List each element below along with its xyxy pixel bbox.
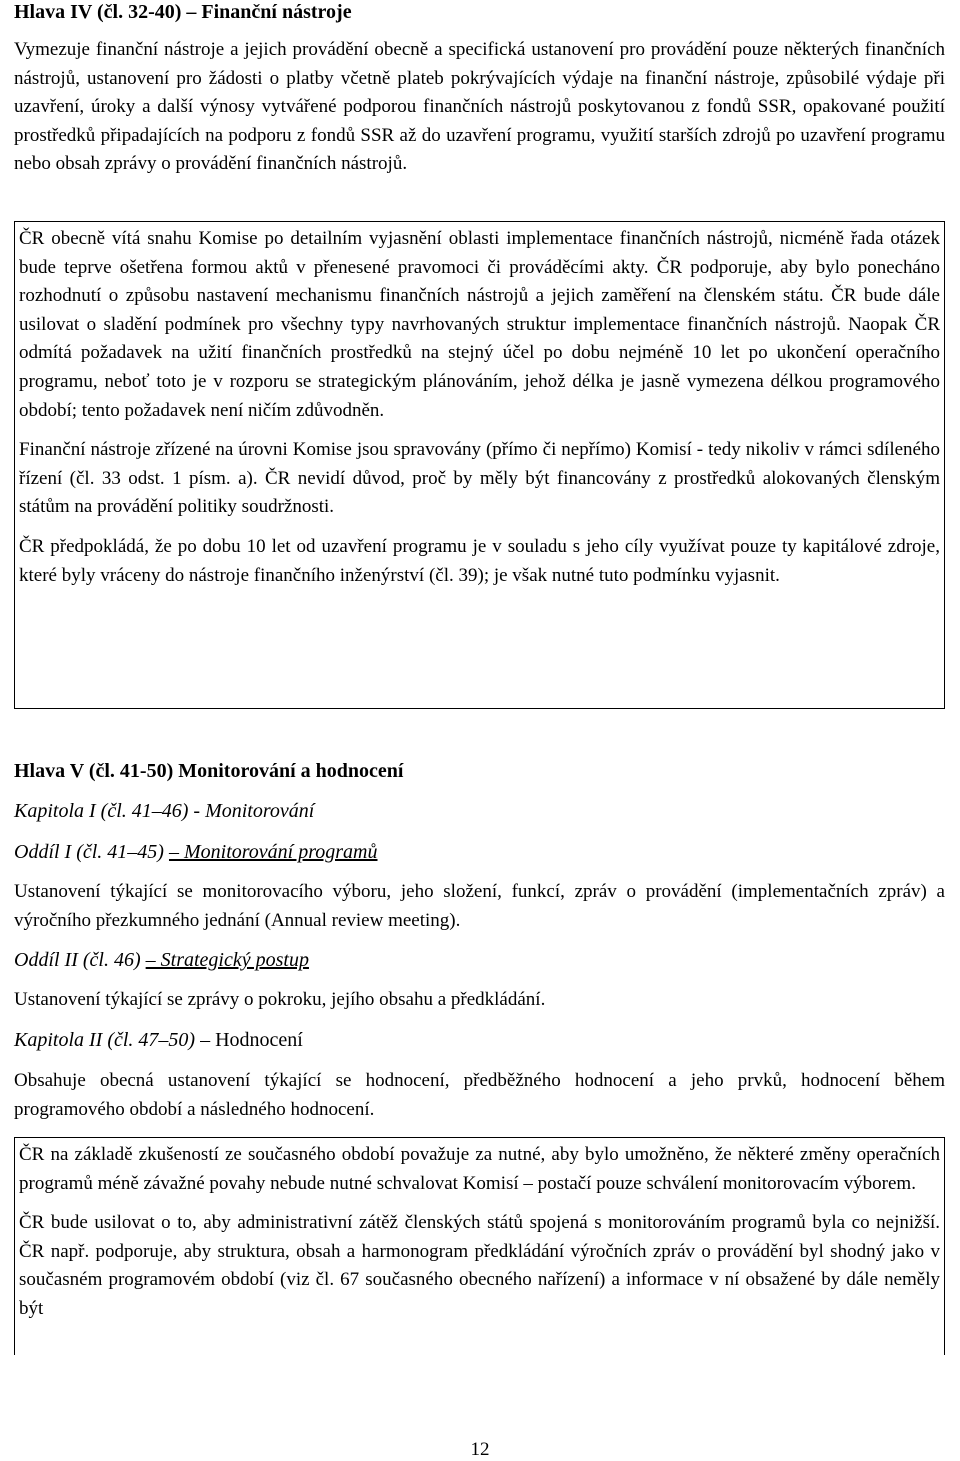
part-heading-title: – Monitorování programů (168, 841, 378, 863)
kapitola-ii-text (14, 1067, 945, 1124)
section-hlava-v (14, 759, 945, 783)
box-paragraph: Finanční nástroje zřízené na úrovni Komise jsou spravovány (přímo či nepřímo) Komisí - tedy nikoliv v rámci sdíleného řízení (čl. 33 odst. 1 písm. a). ČR nevidí důvod, proč by měly být financovány z prostředků alokovaných členským státům na provádění politiky soudržnosti. (19, 439, 940, 518)
part-heading-title: – Strategický postup (145, 949, 309, 971)
part-heading-prefix: Oddíl II (čl. 46) (14, 949, 146, 971)
body-paragraph: Obsahuje obecná ustanovení týkající se hodnocení, předběžného hodnocení a jeho prvků, hodnocení během programového období a následného hodnocení. (14, 1070, 945, 1120)
chapter-heading: Kapitola I (čl. 41–46) - Monitorování (14, 800, 315, 822)
oddil-ii-text (14, 986, 945, 1015)
comment-box-hlava-v (14, 1137, 945, 1355)
chapter-heading (14, 1028, 945, 1052)
body-paragraph: Ustanovení týkající se zprávy o pokroku, jejího obsahu a předkládání. (14, 989, 546, 1010)
box-paragraph: ČR na základě zkušeností ze současného období považuje za nutné, aby bylo umožněno, že některé změny operačních programů méně závažné povahy nebude nutné schvalovat Komisí – postačí pouze schválení monitorovacím výborem. (19, 1144, 940, 1194)
oddil-i-text (14, 878, 945, 935)
box-paragraph: ČR obecně vítá snahu Komise po detailním vyjasnění oblasti implementace finančních nástrojů, nicméně řada otázek bude teprve ošetřena formou aktů v přenesené pravomoci či prováděcími akty. ČR podporuje, aby bylo ponecháno rozhodnutí o způsobu nastavení mechanismu finančních nástrojů a jejich zaměření na členském státu. ČR bude dále usilovat o sladění podmínek pro všechny typy navrhovaných struktur implementace finančních nástrojů. Naopak ČR odmítá požadavek na užití finančních prostředků na stejný účel po dobu nejméně 10 let po ukončení operačního programu, neboť toto je v rozporu se strategickým plánováním, jehož délka je jasně vymezena délkou programového období; tento požadavek není ničím zdůvodněn. (19, 228, 940, 421)
page-number: 12 (470, 1439, 490, 1460)
comment-box-hlava-iv (14, 221, 945, 709)
part-heading (14, 840, 945, 864)
box-paragraph: ČR bude usilovat o to, aby administrativní zátěž členských států spojená s monitorováním programů byla co nejnižší. ČR např. podporuje, aby struktura, obsah a harmonogram předkládání výročních zpráv o provádění byl shodný jako v současném programovém období (viz čl. 67 současného obecného nařízení) a informace v ní obsažené by dále neměly být (19, 1212, 940, 1319)
section-title: Hlava V (čl. 41-50) Monitorování a hodnocení (14, 760, 404, 782)
part-heading (14, 948, 945, 972)
oddil-i (14, 840, 945, 864)
oddil-ii (14, 948, 945, 972)
section-title: Hlava IV (čl. 32-40) – Finanční nástroje (14, 1, 352, 23)
part-heading-prefix: Oddíl I (čl. 41–45) (14, 841, 169, 863)
chapter-heading-title: Hodnocení (215, 1029, 303, 1051)
chapter-heading-prefix: Kapitola II (čl. 47–50) – (14, 1029, 216, 1051)
section-hlava-iv (14, 0, 945, 24)
box-paragraph: ČR předpokládá, že po dobu 10 let od uzavření programu je v souladu s jeho cíly využívat pouze ty kapitálové zdroje, které byly vráceny do nástroje finančního inženýrství (čl. 39); je však nutné tuto podmínku vyjasnit. (19, 535, 940, 586)
kapitola-ii (14, 1028, 945, 1052)
kapitola-i (14, 799, 945, 823)
intro-paragraph: Vymezuje finanční nástroje a jejich provádění obecně a specifická ustanovení pro provádění pouze některých finančních nástrojů, ustanovení pro žádosti o platby včetně plateb pokrývajících výdaje na finanční nástroje, způsobilé výdaje při uzavření, úroky a další výnosy vytvářené podporou finančních nástrojů poskytovanou z fondů SSR, opakované použití prostředků připadajících na podporu z fondů SSR až do uzavření programu, využití starších zdrojů po uzavření programu nebo obsah zprávy o provádění finančních nástrojů. (14, 39, 945, 175)
hlava-iv-intro (14, 36, 945, 179)
body-paragraph: Ustanovení týkající se monitorovacího výboru, jeho složení, funkcí, zpráv o provádění (implementačních zpráv) a výročního přezkumného jednání (Annual review meeting). (14, 881, 945, 931)
